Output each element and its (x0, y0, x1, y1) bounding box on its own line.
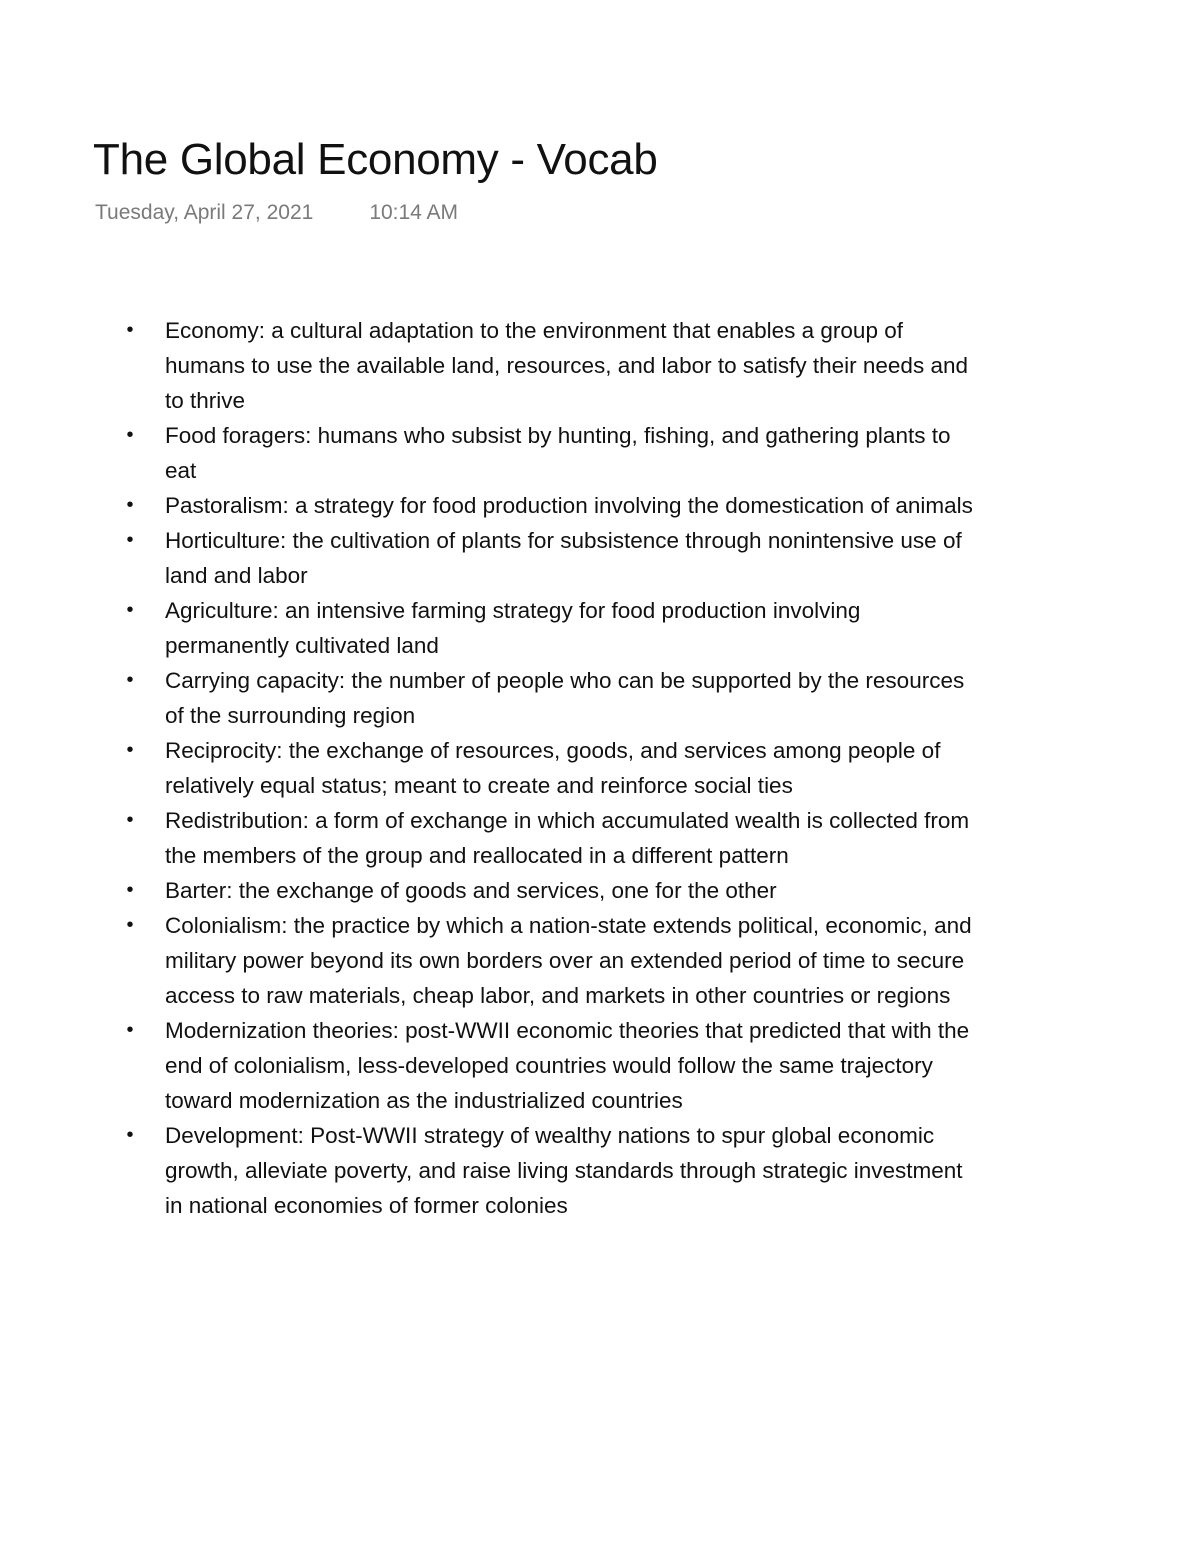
vocab-entry: Colonialism: the practice by which a nation-state extends political, economic, and military power beyond its own borders over an extended period of time to secure access to raw materials, cheap labor, and markets in other countries or regions (165, 913, 972, 1008)
bullet-icon: • (126, 424, 134, 446)
vocab-entry: Carrying capacity: the number of people who can be supported by the resources of the surrounding region (165, 668, 965, 728)
note-timestamp (95, 198, 458, 228)
list-item (126, 488, 975, 523)
page-title: The Global Economy - Vocab (93, 135, 658, 184)
bullet-icon: • (126, 809, 134, 831)
vocab-entry: Development: Post-WWII strategy of wealthy nations to spur global economic growth, alleviate poverty, and raise living standards through strategic investment in national economies of former colonies (165, 1123, 963, 1218)
list-item (126, 873, 975, 908)
bullet-icon: • (126, 879, 134, 901)
list-item (126, 593, 975, 663)
bullet-icon: • (126, 914, 134, 936)
vocab-entry: Pastoralism: a strategy for food production involving the domestication of animals (165, 493, 973, 518)
list-item (126, 803, 975, 873)
list-item (126, 313, 975, 418)
bullet-icon: • (126, 669, 134, 691)
bullet-icon: • (126, 739, 134, 761)
vocab-entry: Agriculture: an intensive farming strategy for food production involving permanently cultivated land (165, 598, 861, 658)
list-item (126, 908, 975, 1013)
bullet-icon: • (126, 1124, 134, 1146)
vocab-entry: Reciprocity: the exchange of resources, goods, and services among people of relatively equal status; meant to create and reinforce social ties (165, 738, 941, 798)
note-date: Tuesday, April 27, 2021 (95, 201, 314, 224)
list-item (126, 523, 975, 593)
list-item (126, 663, 975, 733)
vocab-entry: Food foragers: humans who subsist by hunting, fishing, and gathering plants to eat (165, 423, 951, 483)
vocab-entry: Barter: the exchange of goods and services, one for the other (165, 878, 777, 903)
bullet-icon: • (126, 529, 134, 551)
vocab-entry: Modernization theories: post-WWII economic theories that predicted that with the end of colonialism, less-developed countries would follow the same trajectory toward modernization as the industrialized countries (165, 1018, 970, 1113)
bullet-icon: • (126, 599, 134, 621)
vocab-entry: Economy: a cultural adaptation to the environment that enables a group of humans to use the available land, resources, and labor to satisfy their needs and to thrive (165, 318, 968, 413)
bullet-icon: • (126, 319, 134, 341)
list-item (126, 418, 975, 488)
list-item (126, 1013, 975, 1118)
bullet-icon: • (126, 1019, 134, 1041)
bullet-icon: • (126, 494, 134, 516)
list-item (126, 1118, 975, 1223)
list-item (126, 733, 975, 803)
vocab-list (126, 313, 975, 1223)
vocab-entry: Horticulture: the cultivation of plants for subsistence through nonintensive use of land and labor (165, 528, 962, 588)
note-time: 10:14 AM (369, 201, 459, 224)
vocab-entry: Redistribution: a form of exchange in which accumulated wealth is collected from the members of the group and reallocated in a different pattern (165, 808, 970, 868)
